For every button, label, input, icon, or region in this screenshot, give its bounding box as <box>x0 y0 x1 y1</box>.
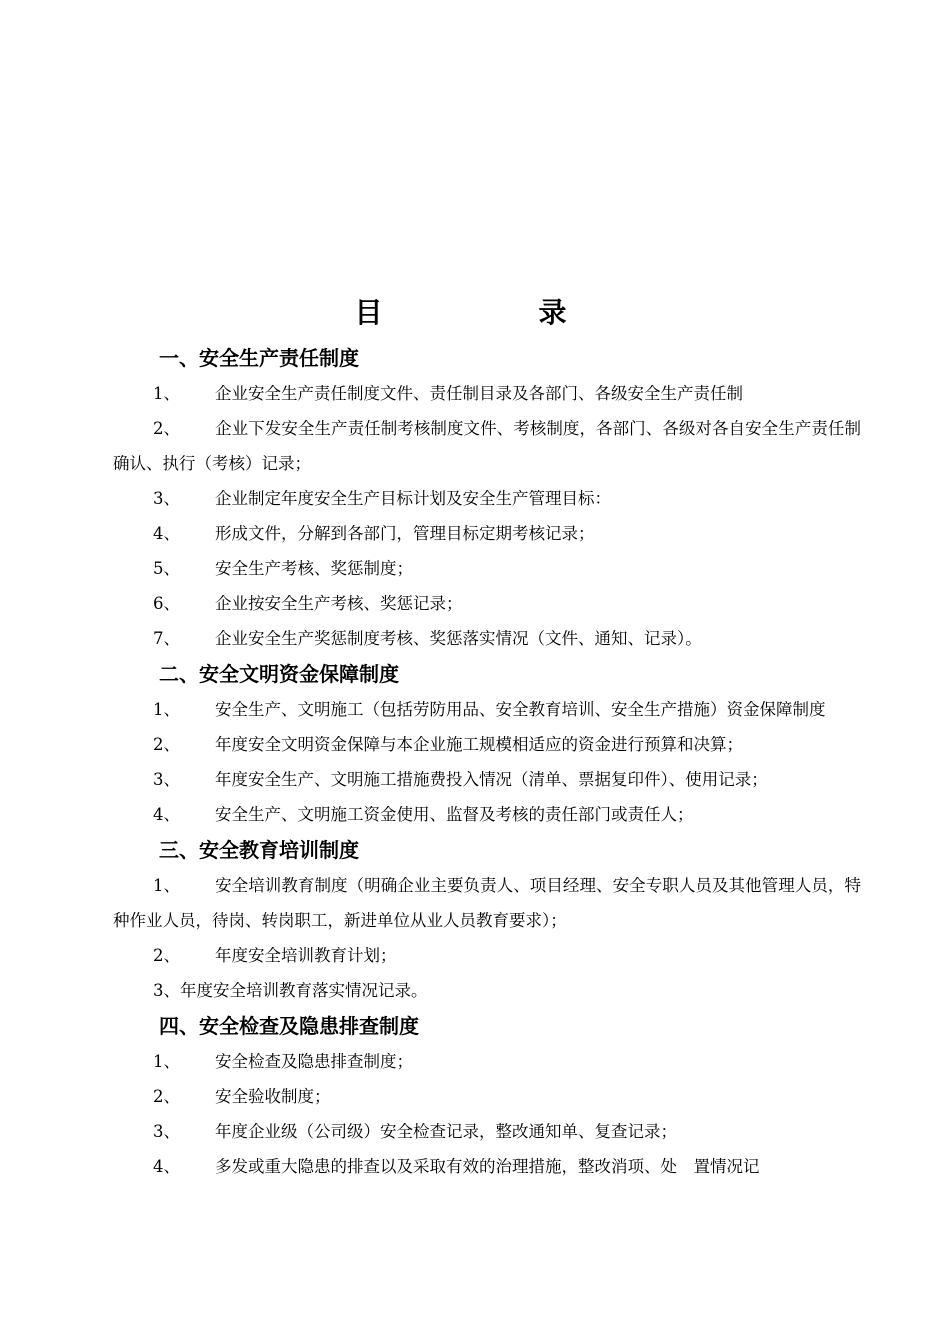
item-text: 形成文件，分解到各部门，管理目标定期考核记录； <box>215 524 595 543</box>
list-item <box>113 797 861 832</box>
item-text: 年度安全生产、文明施工措施费投入情况（清单、票据复印件）、使用记录； <box>215 770 768 789</box>
list-item <box>113 621 861 656</box>
list-item <box>113 727 861 762</box>
item-number: 3、 <box>153 770 180 789</box>
list-item <box>113 1149 861 1184</box>
item-text: 多发或重大隐患的排查以及采取有效的治理措施，整改消项、处 置情况记 <box>215 1157 760 1176</box>
item-text: 年度安全培训教育计划； <box>215 946 397 965</box>
item-text: 3、年度安全培训教育落实情况记录。 <box>153 981 428 1000</box>
section-heading: 三、安全教育培训制度 <box>159 838 359 862</box>
item-text: 安全生产、文明施工资金使用、监督及考核的责任部门或责任人； <box>215 805 694 824</box>
item-number: 6、 <box>153 594 180 613</box>
item-number: 4、 <box>153 524 180 543</box>
item-number: 7、 <box>153 629 180 648</box>
item-number: 2、 <box>153 946 180 965</box>
list-item <box>113 376 861 411</box>
item-number: 2、 <box>153 419 180 438</box>
item-number: 1、 <box>153 1052 180 1071</box>
item-text: 企业安全生产责任制度文件、责任制目录及各部门、各级安全生产责任制 <box>215 384 743 403</box>
list-item <box>113 973 861 1008</box>
item-number: 3、 <box>153 1122 180 1141</box>
item-text: 年度安全文明资金保障与本企业施工规模相适应的资金进行预算和决算； <box>215 735 743 754</box>
list-item <box>113 868 861 938</box>
list-item <box>113 692 861 727</box>
list-item <box>113 1079 861 1114</box>
list-item <box>113 1044 861 1079</box>
list-item <box>113 411 861 481</box>
section-heading: 一、安全生产责任制度 <box>159 346 359 370</box>
item-number: 4、 <box>153 805 180 824</box>
item-text: 企业下发安全生产责任制考核制度文件、考核制度，各部门、各级对各自安全生产责任制确认、执行（考核）记录； <box>113 419 861 473</box>
page-title: 目 录 <box>354 296 631 329</box>
item-text: 安全检查及隐患排查制度； <box>215 1052 413 1071</box>
item-number: 5、 <box>153 559 180 578</box>
item-text: 安全培训教育制度（明确企业主要负责人、项目经理、安全专职人员及其他管理人员，特种作业人员，待岗、转岗职工，新进单位从业人员教育要求）； <box>113 876 861 930</box>
list-item <box>113 762 861 797</box>
item-text: 企业安全生产奖惩制度考核、奖惩落实情况（文件、通知、记录）。 <box>215 629 702 648</box>
item-number: 2、 <box>153 1087 180 1106</box>
list-item <box>113 551 861 586</box>
item-text: 安全验收制度； <box>215 1087 331 1106</box>
item-number: 1、 <box>153 384 180 403</box>
section-heading: 二、安全文明资金保障制度 <box>159 662 399 686</box>
section-heading: 四、安全检查及隐患排查制度 <box>159 1014 419 1038</box>
item-number: 3、 <box>153 489 180 508</box>
item-text: 安全生产考核、奖惩制度； <box>215 559 413 578</box>
list-item <box>113 481 861 516</box>
item-text: 企业按安全生产考核、奖惩记录； <box>215 594 463 613</box>
item-number: 4、 <box>153 1157 180 1176</box>
list-item <box>113 516 861 551</box>
list-item <box>113 586 861 621</box>
item-text: 安全生产、文明施工（包括劳防用品、安全教育培训、安全生产措施）资金保障制度 <box>215 700 826 719</box>
item-number: 1、 <box>153 876 180 895</box>
list-item <box>113 1114 861 1149</box>
item-text: 年度企业级（公司级）安全检查记录，整改通知单、复查记录； <box>215 1122 677 1141</box>
item-number: 1、 <box>153 700 180 719</box>
list-item <box>113 938 861 973</box>
toc-content <box>113 340 861 1184</box>
item-number: 2、 <box>153 735 180 754</box>
item-text: 企业制定年度安全生产目标计划及安全生产管理目标： <box>215 489 611 508</box>
